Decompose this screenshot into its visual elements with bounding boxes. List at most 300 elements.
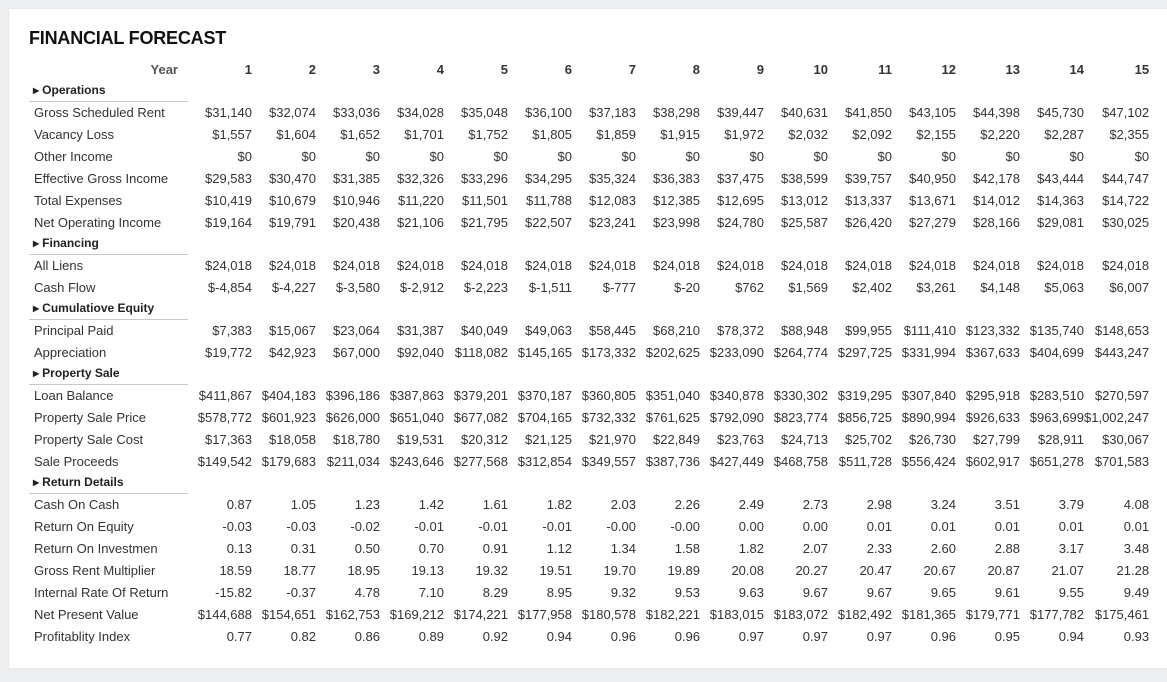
table-cell: $792,090 <box>709 409 764 425</box>
year-header-cell: 6 <box>564 61 572 77</box>
table-cell: $2,032 <box>788 126 828 142</box>
table-cell: $135,740 <box>1029 322 1084 338</box>
section-toggle[interactable] <box>29 363 188 384</box>
table-cell: $15,067 <box>269 322 316 338</box>
table-cell: $67,000 <box>333 344 380 360</box>
table-cell: $2,092 <box>852 126 892 142</box>
table-cell: 0.31 <box>290 540 316 556</box>
row-label: All Liens <box>34 257 84 273</box>
section-toggle[interactable] <box>29 298 188 319</box>
table-row <box>29 450 1149 472</box>
table-cell: $283,510 <box>1029 387 1084 403</box>
table-cell: $40,631 <box>781 104 828 120</box>
table-cell: 18.59 <box>219 562 252 578</box>
table-cell: $11,220 <box>397 192 444 208</box>
table-row <box>29 406 1149 428</box>
table-cell: 2.60 <box>930 540 956 556</box>
table-cell: 20.08 <box>731 562 764 578</box>
table-cell: 19.13 <box>411 562 444 578</box>
row-label: Vacancy Loss <box>34 126 114 142</box>
table-cell: $12,695 <box>717 192 764 208</box>
table-row <box>29 211 1149 233</box>
table-cell: $404,183 <box>261 387 316 403</box>
table-cell: $39,757 <box>845 170 892 186</box>
table-cell: $43,105 <box>909 104 956 120</box>
row-label: Effective Gross Income <box>34 170 169 186</box>
table-cell: $14,363 <box>1037 192 1084 208</box>
table-cell: 18.95 <box>347 562 380 578</box>
table-cell: $-1,511 <box>528 279 572 295</box>
section-spacer <box>188 233 1149 254</box>
table-row <box>29 581 1149 603</box>
table-cell: $379,201 <box>453 387 508 403</box>
table-cell: $23,998 <box>653 214 700 230</box>
table-cell: -0.03 <box>222 518 252 534</box>
table-cell: $202,625 <box>645 344 700 360</box>
table-cell: $233,090 <box>709 344 764 360</box>
table-cell: $0 <box>493 148 508 164</box>
year-header-cell: 7 <box>628 61 636 77</box>
table-cell: $177,958 <box>517 606 572 622</box>
table-cell: $1,604 <box>276 126 316 142</box>
table-cell: $44,398 <box>973 104 1020 120</box>
table-cell: $25,587 <box>781 214 828 230</box>
table-cell: $21,795 <box>461 214 508 230</box>
table-cell: $277,568 <box>453 453 508 469</box>
table-cell: $43,444 <box>1037 170 1084 186</box>
table-row <box>29 167 1149 189</box>
caret-right-icon: ▶ <box>33 478 40 488</box>
table-cell: $179,771 <box>965 606 1020 622</box>
row-label: Gross Scheduled Rent <box>34 104 165 120</box>
table-cell: $33,296 <box>461 170 508 186</box>
table-cell: $25,702 <box>845 431 892 447</box>
table-row <box>29 254 1149 276</box>
table-cell: 0.97 <box>802 628 828 644</box>
table-cell: $19,791 <box>269 214 316 230</box>
table-cell: $-4,854 <box>207 279 252 295</box>
table-cell: $35,324 <box>589 170 636 186</box>
page-title: FINANCIAL FORECAST <box>29 28 227 48</box>
section-header-row[interactable] <box>29 233 1149 254</box>
table-cell: $1,701 <box>404 126 444 142</box>
table-cell: $1,859 <box>596 126 636 142</box>
table-cell: 0.13 <box>226 540 252 556</box>
table-cell: $1,569 <box>788 279 828 295</box>
table-cell: 9.67 <box>802 584 828 600</box>
table-cell: $10,419 <box>205 192 252 208</box>
table-cell: $319,295 <box>837 387 892 403</box>
table-cell: 2.07 <box>802 540 828 556</box>
section-title: Financing <box>42 236 99 251</box>
table-cell: 0.86 <box>354 628 380 644</box>
row-label: Sale Proceeds <box>34 453 119 469</box>
table-cell: $963,699 <box>1029 409 1084 425</box>
section-toggle[interactable] <box>29 80 188 101</box>
table-row <box>29 101 1149 123</box>
table-cell: $651,278 <box>1029 453 1084 469</box>
table-cell: $297,725 <box>837 344 892 360</box>
table-cell: $331,994 <box>901 344 956 360</box>
table-cell: $0 <box>365 148 380 164</box>
table-cell: $13,671 <box>909 192 956 208</box>
table-cell: $17,363 <box>205 431 252 447</box>
table-cell: $307,840 <box>901 387 956 403</box>
table-cell: 9.61 <box>994 584 1020 600</box>
table-cell: $36,100 <box>525 104 572 120</box>
table-cell: -15.82 <box>215 584 252 600</box>
table-cell: 2.88 <box>994 540 1020 556</box>
table-cell: 20.27 <box>795 562 828 578</box>
section-header-row[interactable] <box>29 363 1149 384</box>
table-cell: 0.95 <box>994 628 1020 644</box>
table-row <box>29 515 1149 537</box>
table-cell: $349,557 <box>581 453 636 469</box>
table-cell: 21.07 <box>1051 562 1084 578</box>
year-header-cell: 1 <box>244 61 252 77</box>
row-label: Net Present Value <box>34 606 139 622</box>
table-cell: $24,018 <box>1037 257 1084 273</box>
table-cell: $145,165 <box>517 344 572 360</box>
table-cell: $443,247 <box>1094 344 1150 360</box>
year-header-cell: 5 <box>500 61 508 77</box>
caret-right-icon: ▶ <box>33 239 40 249</box>
table-cell: -0.00 <box>670 518 700 534</box>
table-cell: 21.28 <box>1116 562 1150 578</box>
table-cell: $6,007 <box>1109 279 1150 295</box>
table-cell: $-20 <box>673 279 700 295</box>
row-label: Property Sale Price <box>34 409 146 425</box>
table-cell: $38,599 <box>781 170 828 186</box>
table-cell: $23,064 <box>333 322 380 338</box>
table-row <box>29 428 1149 450</box>
table-cell: $761,625 <box>645 409 700 425</box>
table-cell: $47,102 <box>1102 104 1150 120</box>
table-cell: $32,326 <box>397 170 444 186</box>
table-cell: $823,774 <box>773 409 828 425</box>
table-cell: $427,449 <box>709 453 764 469</box>
table-cell: $123,332 <box>965 322 1020 338</box>
table-cell: 9.49 <box>1123 584 1150 600</box>
year-header-cell: 13 <box>1005 61 1020 77</box>
table-cell: $24,018 <box>333 257 380 273</box>
table-cell: $144,688 <box>197 606 252 622</box>
table-cell: 0.01 <box>1123 518 1150 534</box>
table-cell: 0.82 <box>290 628 316 644</box>
year-header-cell: 14 <box>1069 61 1084 77</box>
section-header-row[interactable] <box>29 298 1149 319</box>
table-cell: 3.48 <box>1123 540 1150 556</box>
table-cell: 3.17 <box>1058 540 1084 556</box>
table-cell: $5,063 <box>1044 279 1084 295</box>
table-cell: $511,728 <box>838 453 892 469</box>
year-header-cell: 15 <box>1134 61 1150 77</box>
section-title: Operations <box>42 83 106 98</box>
table-cell: $18,058 <box>269 431 316 447</box>
table-cell: -0.03 <box>286 518 316 534</box>
table-cell: 9.55 <box>1058 584 1084 600</box>
table-row <box>29 625 1149 647</box>
table-cell: $0 <box>1005 148 1020 164</box>
forecast-table <box>29 58 1149 647</box>
row-label: Cash Flow <box>34 279 96 295</box>
table-cell: $0 <box>813 148 828 164</box>
table-cell: $181,365 <box>901 606 956 622</box>
row-label: Return On Equity <box>34 518 134 534</box>
table-cell: $0 <box>749 148 764 164</box>
table-cell: $31,387 <box>397 322 444 338</box>
table-row <box>29 319 1149 341</box>
table-cell: $36,383 <box>653 170 700 186</box>
year-header-cell: 4 <box>436 61 444 77</box>
forecast-card <box>9 9 1167 668</box>
caret-right-icon: ▶ <box>33 304 40 314</box>
row-label: Total Expenses <box>34 192 123 208</box>
table-cell: $732,332 <box>581 409 636 425</box>
table-cell: $11,501 <box>461 192 508 208</box>
row-label: Property Sale Cost <box>34 431 144 447</box>
table-cell: $2,220 <box>980 126 1020 142</box>
table-cell: $24,018 <box>397 257 444 273</box>
table-cell: $0 <box>621 148 636 164</box>
table-cell: $34,295 <box>525 170 572 186</box>
table-cell: 0.01 <box>1058 518 1084 534</box>
table-cell: $602,917 <box>965 453 1020 469</box>
table-cell: $42,923 <box>269 344 316 360</box>
table-cell: 2.33 <box>866 540 892 556</box>
table-cell: $468,758 <box>773 453 828 469</box>
table-cell: 0.97 <box>866 628 892 644</box>
row-label: Gross Rent Multiplier <box>34 562 156 578</box>
section-spacer <box>188 298 1149 319</box>
table-cell: $3,261 <box>916 279 956 295</box>
row-label: Net Operating Income <box>34 214 162 230</box>
table-cell: -0.00 <box>606 518 636 534</box>
table-cell: 0.01 <box>866 518 892 534</box>
table-cell: $1,002,247 <box>1084 409 1150 425</box>
table-cell: $28,166 <box>973 214 1020 230</box>
table-cell: $27,799 <box>973 431 1020 447</box>
section-title: Return Details <box>42 475 124 490</box>
table-cell: 0.89 <box>418 628 444 644</box>
section-spacer <box>188 472 1149 493</box>
table-cell: 4.08 <box>1123 496 1150 512</box>
table-cell: $211,034 <box>326 453 380 469</box>
table-cell: 0.92 <box>482 628 508 644</box>
table-row <box>29 603 1149 625</box>
table-cell: $926,633 <box>965 409 1020 425</box>
table-cell: $351,040 <box>645 387 700 403</box>
section-header-row[interactable] <box>29 80 1149 101</box>
table-cell: $7,383 <box>212 322 252 338</box>
table-cell: $58,445 <box>589 322 636 338</box>
table-cell: 7.10 <box>418 584 444 600</box>
table-cell: 3.79 <box>1058 496 1084 512</box>
row-label: Loan Balance <box>34 387 114 403</box>
table-cell: 2.49 <box>738 496 764 512</box>
table-cell: $12,385 <box>653 192 700 208</box>
table-cell: $0 <box>237 148 252 164</box>
caret-right-icon: ▶ <box>33 369 40 379</box>
table-cell: $387,863 <box>389 387 444 403</box>
table-cell: $37,183 <box>589 104 636 120</box>
table-cell: $45,730 <box>1037 104 1084 120</box>
section-toggle[interactable] <box>29 472 188 493</box>
table-row <box>29 537 1149 559</box>
table-cell: $40,049 <box>461 322 508 338</box>
table-cell: $370,187 <box>517 387 572 403</box>
table-cell: $12,083 <box>589 192 636 208</box>
table-cell: $856,725 <box>837 409 892 425</box>
table-cell: $0 <box>877 148 892 164</box>
table-cell: $24,018 <box>525 257 572 273</box>
table-cell: 1.12 <box>546 540 572 556</box>
table-cell: $149,542 <box>197 453 252 469</box>
table-cell: $19,164 <box>205 214 252 230</box>
table-cell: $411,867 <box>198 387 252 403</box>
table-row <box>29 341 1149 363</box>
table-cell: 1.23 <box>354 496 380 512</box>
table-cell: $24,018 <box>717 257 764 273</box>
table-cell: $183,015 <box>709 606 764 622</box>
table-cell: $182,492 <box>837 606 892 622</box>
table-cell: $360,805 <box>581 387 636 403</box>
table-cell: $1,915 <box>660 126 700 142</box>
table-cell: -0.02 <box>350 518 380 534</box>
table-cell: $312,854 <box>517 453 572 469</box>
table-cell: $762 <box>735 279 764 295</box>
table-cell: 0.96 <box>930 628 956 644</box>
table-cell: $21,970 <box>589 431 636 447</box>
table-cell: 0.01 <box>930 518 956 534</box>
table-cell: 9.32 <box>610 584 636 600</box>
table-cell: $21,125 <box>525 431 572 447</box>
section-toggle[interactable] <box>29 233 188 254</box>
table-cell: 20.47 <box>859 562 892 578</box>
table-cell: $180,578 <box>581 606 636 622</box>
table-cell: $24,018 <box>653 257 700 273</box>
table-cell: 0.01 <box>994 518 1020 534</box>
table-cell: 9.65 <box>930 584 956 600</box>
table-cell: $182,221 <box>645 606 700 622</box>
table-cell: $0 <box>1134 148 1150 164</box>
table-cell: $-2,223 <box>463 279 508 295</box>
table-cell: 0.00 <box>738 518 764 534</box>
table-cell: $39,447 <box>717 104 764 120</box>
table-cell: 0.94 <box>546 628 572 644</box>
table-cell: $295,918 <box>965 387 1020 403</box>
table-cell: $148,653 <box>1094 322 1150 338</box>
row-label: Return On Investmen <box>34 540 158 556</box>
table-cell: 0.00 <box>802 518 828 534</box>
table-cell: $2,155 <box>916 126 956 142</box>
section-title: Cumulatiove Equity <box>42 301 155 316</box>
table-cell: $396,186 <box>325 387 380 403</box>
table-cell: 0.97 <box>738 628 764 644</box>
table-cell: $704,165 <box>517 409 572 425</box>
table-cell: 0.50 <box>354 540 380 556</box>
year-header-cell: 11 <box>878 61 892 77</box>
table-cell: $24,780 <box>717 214 764 230</box>
table-cell: $24,018 <box>589 257 636 273</box>
section-header-row[interactable] <box>29 472 1149 493</box>
table-row <box>29 384 1149 406</box>
table-cell: 19.32 <box>475 562 508 578</box>
table-cell: $340,878 <box>709 387 764 403</box>
table-cell: $24,018 <box>461 257 508 273</box>
table-cell: $24,018 <box>1102 257 1150 273</box>
table-cell: $111,410 <box>903 322 956 338</box>
table-cell: $13,012 <box>781 192 828 208</box>
table-cell: 1.61 <box>482 496 508 512</box>
table-cell: $2,355 <box>1109 126 1150 142</box>
table-cell: $42,178 <box>973 170 1020 186</box>
year-header-cell: 2 <box>308 61 316 77</box>
table-cell: 2.26 <box>674 496 700 512</box>
table-cell: $24,713 <box>781 431 828 447</box>
table-cell: $162,753 <box>325 606 380 622</box>
table-cell: 19.89 <box>667 562 700 578</box>
table-cell: 1.58 <box>674 540 700 556</box>
table-cell: $1,752 <box>468 126 508 142</box>
table-cell: $26,420 <box>845 214 892 230</box>
table-cell: -0.37 <box>286 584 316 600</box>
table-cell: 0.96 <box>674 628 700 644</box>
table-cell: $22,849 <box>653 431 700 447</box>
section-title: Property Sale <box>42 366 120 381</box>
table-cell: $34,028 <box>397 104 444 120</box>
row-label: Appreciation <box>34 344 107 360</box>
table-cell: 0.87 <box>226 496 252 512</box>
table-cell: 9.63 <box>738 584 764 600</box>
table-cell: 1.42 <box>418 496 444 512</box>
table-cell: $23,241 <box>589 214 636 230</box>
table-cell: $367,633 <box>965 344 1020 360</box>
table-row <box>29 189 1149 211</box>
table-cell: $387,736 <box>645 453 700 469</box>
section-spacer <box>188 80 1149 101</box>
table-cell: $13,337 <box>845 192 892 208</box>
table-cell: $2,402 <box>852 279 892 295</box>
table-cell: 20.87 <box>987 562 1020 578</box>
table-cell: -0.01 <box>478 518 508 534</box>
table-cell: $578,772 <box>197 409 252 425</box>
table-cell: $38,298 <box>653 104 700 120</box>
table-cell: $0 <box>685 148 700 164</box>
year-label: Year <box>150 61 178 77</box>
table-cell: $1,557 <box>212 126 252 142</box>
table-cell: 1.82 <box>546 496 572 512</box>
table-cell: $118,082 <box>454 344 508 360</box>
caret-right-icon: ▶ <box>33 86 40 96</box>
table-cell: $330,302 <box>773 387 828 403</box>
table-cell: -0.01 <box>542 518 572 534</box>
table-cell: $1,972 <box>724 126 764 142</box>
table-cell: $31,140 <box>205 104 252 120</box>
table-cell: $18,780 <box>333 431 380 447</box>
table-cell: $20,312 <box>461 431 508 447</box>
table-cell: $169,212 <box>389 606 444 622</box>
table-cell: $78,372 <box>717 322 764 338</box>
table-cell: $10,946 <box>333 192 380 208</box>
table-cell: $651,040 <box>389 409 444 425</box>
table-cell: $26,730 <box>909 431 956 447</box>
table-cell: $1,652 <box>340 126 380 142</box>
table-cell: $174,221 <box>453 606 508 622</box>
table-row <box>29 276 1149 298</box>
table-cell: $44,747 <box>1102 170 1150 186</box>
table-cell: $701,583 <box>1094 453 1150 469</box>
